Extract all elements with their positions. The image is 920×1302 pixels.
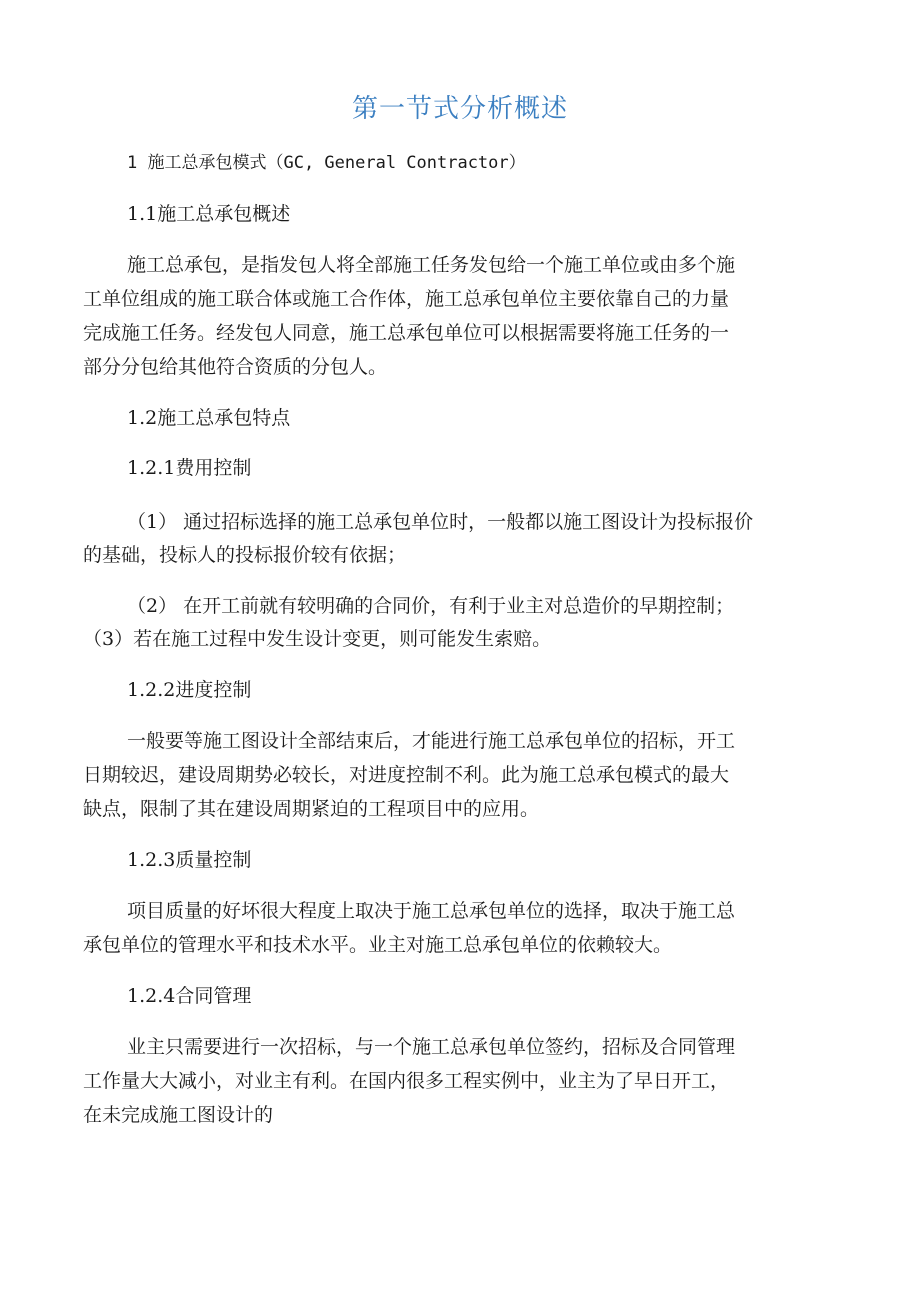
heading-1-2-2: 1.2.2进度控制 bbox=[127, 679, 252, 701]
paragraph-line: （2） 在开工前就有较明确的合同价，有利于业主对总造价的早期控制； bbox=[127, 595, 735, 617]
heading-1-2-3: 1.2.3质量控制 bbox=[127, 849, 252, 871]
heading-1: 1 施工总承包模式（GC, General Contractor） bbox=[127, 153, 526, 173]
heading-1-2: 1.2施工总承包特点 bbox=[127, 407, 291, 429]
heading-1-1: 1.1施工总承包概述 bbox=[127, 203, 291, 225]
paragraph-line: 工作量大大减小，对业主有利。在国内很多工程实例中，业主为了早日开工， bbox=[83, 1070, 730, 1092]
paragraph-line: 项目质量的好坏很大程度上取决于施工总承包单位的选择，取决于施工总 bbox=[127, 900, 736, 922]
paragraph-line: （1） 通过招标选择的施工总承包单位时，一般都以施工图设计为投标报价 bbox=[127, 511, 754, 533]
heading-1-2-4: 1.2.4合同管理 bbox=[127, 985, 252, 1007]
heading-1-2-1: 1.2.1费用控制 bbox=[127, 457, 252, 479]
paragraph-line: （3）若在施工过程中发生设计变更，则可能发生索赔。 bbox=[83, 628, 552, 650]
paragraph-line: 部分分包给其他符合资质的分包人。 bbox=[83, 356, 388, 378]
paragraph-line: 业主只需要进行一次招标，与一个施工总承包单位签约，招标及合同管理 bbox=[127, 1036, 736, 1058]
paragraph-line: 日期较迟，建设周期势必较长，对进度控制不利。此为施工总承包模式的最大 bbox=[83, 764, 730, 786]
paragraph-line: 施工总承包，是指发包人将全部施工任务发包给一个施工单位或由多个施 bbox=[127, 254, 736, 276]
paragraph-line: 一般要等施工图设计全部结束后，才能进行施工总承包单位的招标，开工 bbox=[127, 730, 736, 752]
paragraph-line: 完成施工任务。经发包人同意，施工总承包单位可以根据需要将施工任务的一 bbox=[83, 322, 730, 344]
paragraph-line: 在未完成施工图设计的 bbox=[83, 1104, 274, 1126]
paragraph-line: 的基础，投标人的投标报价较有依据； bbox=[83, 544, 407, 566]
paragraph-line: 工单位组成的施工联合体或施工合作体，施工总承包单位主要依靠自己的力量 bbox=[83, 288, 730, 310]
paragraph-line: 承包单位的管理水平和技术水平。业主对施工总承包单位的依赖较大。 bbox=[83, 934, 673, 956]
paragraph-line: 缺点，限制了其在建设周期紧迫的工程项目中的应用。 bbox=[83, 798, 540, 820]
page-title: 第一节式分析概述 bbox=[351, 94, 568, 124]
